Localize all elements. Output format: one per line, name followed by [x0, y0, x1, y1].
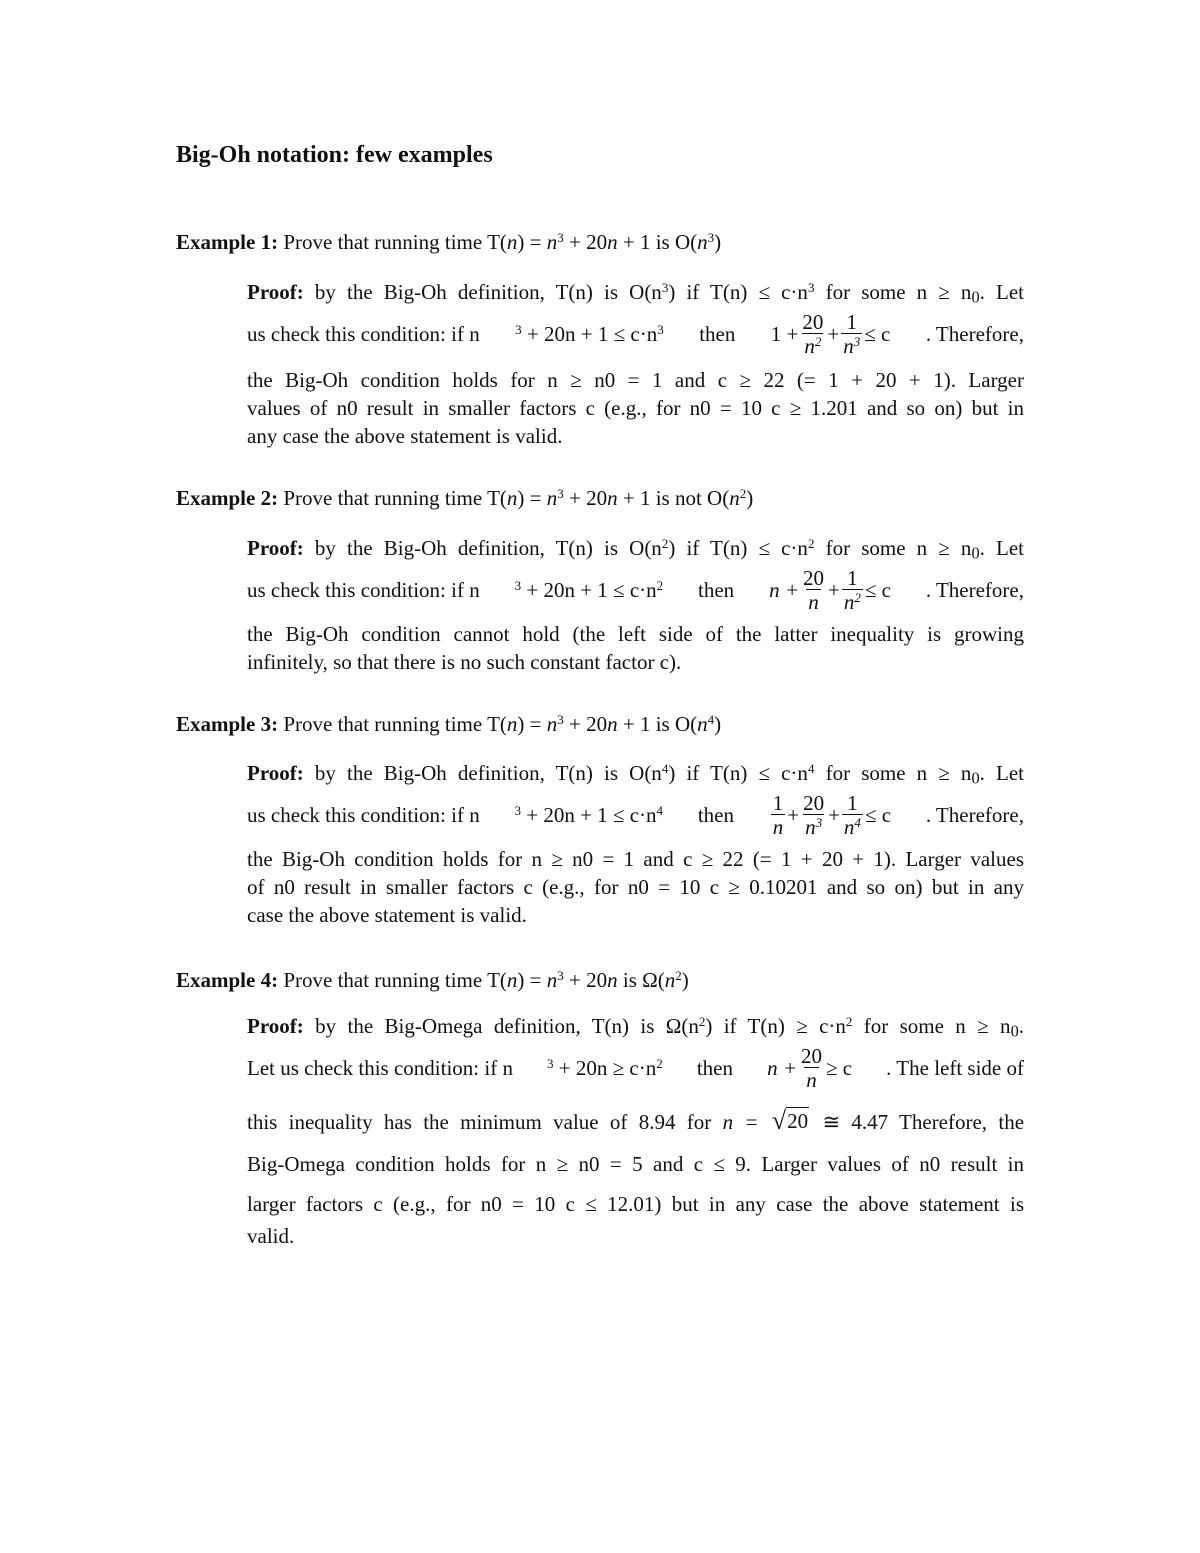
proof-line: case the above statement is valid.	[247, 903, 527, 927]
proof-math-line: us check this condition: if n $^3 + 20n + 1 \le c\cdot n^3$ then 1 + $\frac{20}{n^2}$ + $\frac{1}{n^3}$ ≤ c . Therefore,	[247, 309, 1024, 358]
example-4-statement: Example 4: Prove that running time $T(n) = n^3 + 20n$ is $\Omega(n^2)$	[176, 967, 689, 992]
proof-line: larger factors c (e.g., for n0 = 10 c ≤ 12.01) but in any case the above statement is	[247, 1192, 1024, 1216]
proof-line: Proof: by the Big-Oh definition, T(n) is $O(n^2)$ if $T(n) \le c\cdot n^2$ for some $n \ge n_0$. Let	[247, 535, 1024, 563]
example-1-statement: Example 1: Prove that running time $T(n) = n^3 + 20n + 1$ is $O(n^3)$	[176, 229, 722, 254]
fraction: $\frac{20}{n^3}$	[803, 790, 825, 839]
example-1-label: Example 1:	[176, 230, 279, 254]
proof-math-line: us check this condition: if n $^3 + 20n + 1 \le c\cdot n^2$ then n + $\frac{20}{n}$ + $\frac{1}{n^2}$ ≤ c . Therefore,	[247, 565, 1024, 614]
example-1-proof	[247, 278, 1024, 450]
proof-line: valid.	[247, 1224, 295, 1248]
inequality-formula: 1 + $\frac{20}{n^2}$ + $\frac{1}{n^3}$ ≤ c	[770, 309, 891, 358]
example-3-proof	[247, 759, 1024, 929]
fraction: $\frac{1}{n^4}$	[843, 790, 861, 839]
example-4-label: Example 4:	[176, 968, 279, 992]
proof-math-line: us check this condition: if n $^3 + 20n + 1 \le c\cdot n^4$ then $\frac{1}{n}$ + $\frac{20}{n^3}$ + $\frac{1}{n^4}$ ≤ c . Therefore,	[247, 790, 1024, 839]
proof-line: Big-Omega condition holds for n ≥ n0 = 5 and c ≤ 9. Larger values of n0 result in	[247, 1152, 1024, 1176]
inequality-formula: n + $\frac{20}{n}$ + $\frac{1}{n^2}$ ≤ c	[769, 565, 891, 614]
fraction: $\frac{20}{n}$	[802, 565, 824, 614]
fraction: $\frac{1}{n^2}$	[843, 565, 861, 614]
proof-line: the Big-Oh condition cannot hold (the left side of the latter inequality is growing	[247, 622, 1024, 646]
example-3-label: Example 3:	[176, 712, 279, 736]
example-3-statement: Example 3: Prove that running time $T(n) = n^3 + 20n + 1$ is $O(n^4)$	[176, 711, 722, 736]
proof-line: values of n0 result in smaller factors c (e.g., for n0 = 10 c ≥ 1.201 and so on) but in	[247, 396, 1024, 420]
proof-line: Proof: by the Big-Oh definition, T(n) is $O(n^3)$ if $T(n) \le c\cdot n^3$ for some $n \ge n_0$. Let	[247, 279, 1024, 307]
square-root: √ 20	[771, 1106, 809, 1135]
page-title: Big-Oh notation: few examples	[176, 142, 493, 168]
fraction: $\frac{20}{n^2}$	[802, 309, 824, 358]
proof-line: of n0 result in smaller factors c (e.g., for n0 = 10 c ≥ 0.10201 and so on) but in any	[247, 875, 1024, 899]
proof-line: this inequality has the minimum value of 8.94 for n = √ 20 ≅ 4.47 Therefore, the	[247, 1106, 1025, 1135]
proof-line: the Big-Oh condition holds for n ≥ n0 = 1 and c ≥ 22 (= 1 + 20 + 1). Larger values	[247, 847, 1024, 871]
proof-math-line: Let us check this condition: if n $^3 + 20n \ge c\cdot n^2$ then n + $\frac{20}{n}$ ≥ c . The left side of	[247, 1043, 1024, 1092]
example-4-proof	[247, 1012, 1024, 1250]
fraction: $\frac{20}{n}$	[800, 1043, 822, 1092]
fraction: $\frac{1}{n}$	[772, 790, 784, 839]
proof-line: infinitely, so that there is no such constant factor c).	[247, 650, 682, 674]
proof-line: Proof: by the Big-Oh definition, T(n) is $O(n^4)$ if $T(n) \le c\cdot n^4$ for some $n \ge n_0$. Let	[247, 760, 1024, 788]
example-2-proof	[247, 534, 1024, 676]
example-2-statement: Example 2: Prove that running time $T(n) = n^3 + 20n + 1$ is not $O(n^2)$	[176, 485, 754, 510]
proof-line: any case the above statement is valid.	[247, 424, 563, 448]
proof-line: the Big-Oh condition holds for n ≥ n0 = 1 and c ≥ 22 (= 1 + 20 + 1). Larger	[247, 368, 1024, 392]
fraction: $\frac{1}{n^3}$	[843, 309, 861, 358]
example-2-label: Example 2:	[176, 486, 279, 510]
inequality-formula: n + $\frac{20}{n}$ ≥ c	[767, 1043, 853, 1092]
proof-line: Proof: by the Big-Omega definition, T(n) is $\Omega(n^2)$ if $T(n) \ge c\cdot n^2$ for some $n \ge n_0$.	[247, 1013, 1024, 1041]
inequality-formula: $\frac{1}{n}$ + $\frac{20}{n^3}$ + $\frac{1}{n^4}$ ≤ c	[772, 790, 892, 839]
